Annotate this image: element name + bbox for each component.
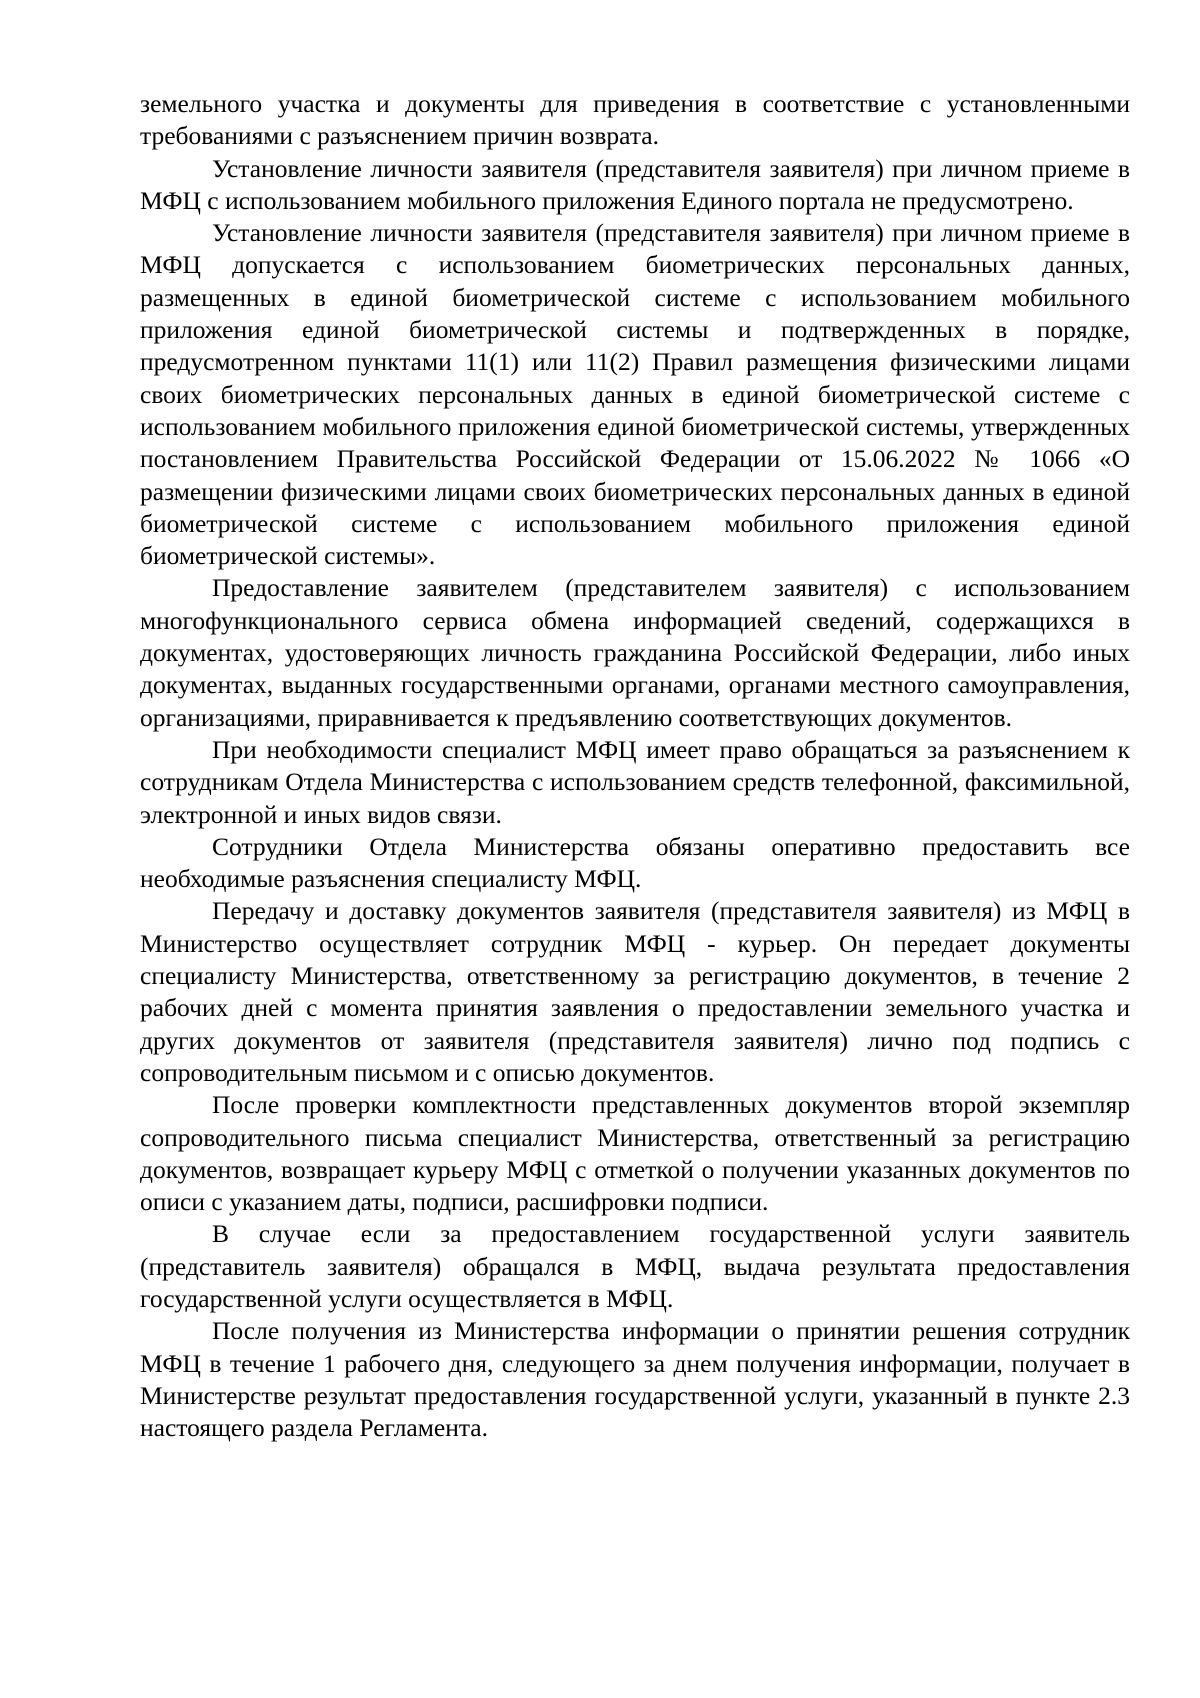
paragraph-result-issuance: В случае если за предоставлением государственной услуги заявитель (представитель заявителя) обращался в МФЦ, выдача результата предоставления государственной услуги осуществляется в МФЦ. (140, 1219, 1130, 1313)
paragraph-identity-biometric: Установление личности заявителя (представителя заявителя) при личном приеме в МФЦ допускается с использованием биометрических персональных данных, размещенных в единой биометрической системе с использованием мобильного приложения единой биометрической системы и подтвержденных в порядке, предусмотренном пунктами 11(1) или 11(2) Правил размещения физическими лицами своих биометрических персональных данных в единой биометрической системе с использованием мобильного приложения единой биометрической системы, утвержденных постановлением Правительства Российской Федерации от 15.06.2022 № 1066 «О размещении физическими лицами своих биометрических персональных данных в единой биометрической системе с использованием мобильного приложения единой биометрической системы». (140, 218, 1130, 571)
paragraph-document-delivery: Передачу и доставку документов заявителя (представителя заявителя) из МФЦ в Министерство осуществляет сотрудник МФЦ - курьер. Он передает документы специалисту Министерства, ответственному за регистрацию документов, в течение 2 рабочих дней с момента принятия заявления о предоставлении земельного участка и других документов от заявителя (представителя заявителя) лично под подпись с сопроводительным письмом и с описью документов. (140, 896, 1130, 1087)
paragraph-identity-mobile-app: Установление личности заявителя (представителя заявителя) при личном приеме в МФЦ с использованием мобильного приложения Единого портала не предусмотрено. (140, 153, 1130, 215)
paragraph-clarification-request: При необходимости специалист МФЦ имеет право обращаться за разъяснением к сотрудникам Отдела Министерства с использованием средств телефонной, факсимильной, электронной и иных видов связи. (140, 734, 1130, 829)
paragraph-multifunctional-service: Предоставление заявителем (представителем заявителя) с использованием многофункционального сервиса обмена информацией сведений, содержащихся в документах, удостоверяющих личность гражданина Российской Федерации, либо иных документах, выданных государственными органами, органами местного самоуправления, организациями, приравнивается к предъявлению соответствующих документов. (140, 573, 1130, 732)
paragraph-result-receipt: После получения из Министерства информации о принятии решения сотрудник МФЦ в течение 1 рабочего дня, следующего за днем получения информации, получает в Министерстве результат предоставления государственной услуги, указанный в пункте 2.3 настоящего раздела Регламента. (140, 1316, 1130, 1443)
paragraph-completeness-check: После проверки комплектности представленных документов второй экземпляр сопроводительного письма специалист Министерства, ответственный за регистрацию документов, возвращает курьеру МФЦ с отметкой о получении указанных документов по описи с указанием даты, подписи, расшифровки подписи. (140, 1090, 1130, 1217)
paragraph-ministry-staff-duty: Сотрудники Отдела Министерства обязаны оперативно предоставить все необходимые разъяснения специалисту МФЦ. (140, 831, 1130, 894)
document-body (140, 88, 1130, 1444)
paragraph-continuation: земельного участка и документы для приведения в соответствие с установленными требованиями с разъяснением причин возврата. (140, 89, 1130, 151)
